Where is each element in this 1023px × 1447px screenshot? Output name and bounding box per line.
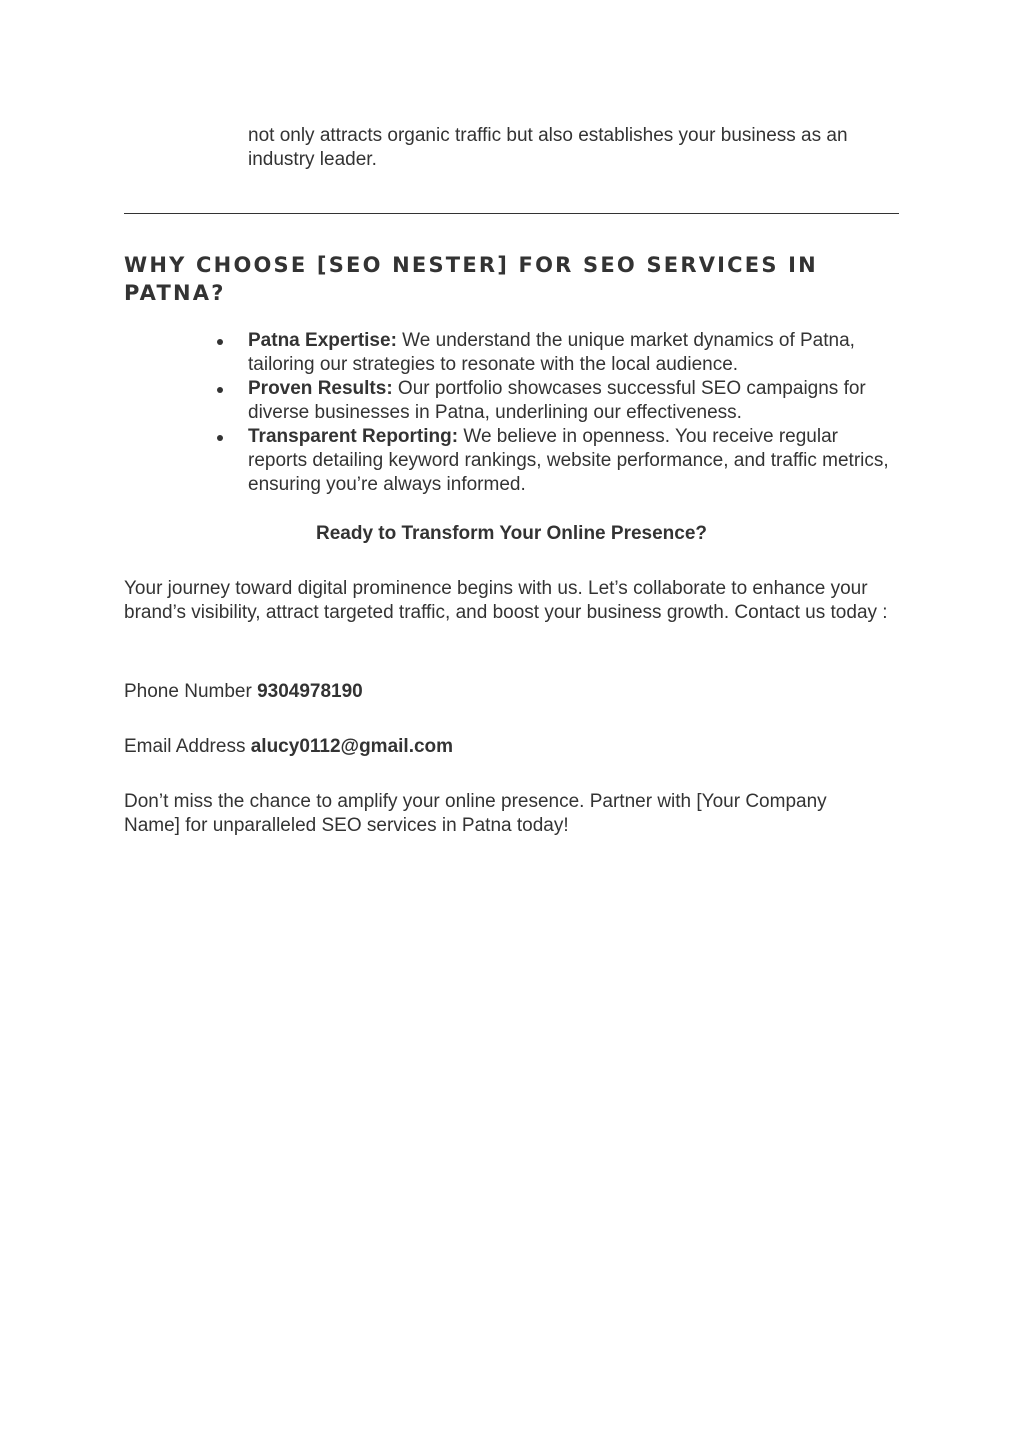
bullet-text: Our portfolio showcases successful SEO campaigns for diverse businesses in Patna, underlining our effectiveness. (248, 378, 866, 423)
list-item (248, 425, 898, 497)
section-heading: WHY CHOOSE [SEO NESTER] FOR SEO SERVICES IN PATNA? (124, 253, 818, 305)
journey-paragraph: Your journey toward digital prominence begins with us. Let’s collaborate to enhance your brand’s visibility, attract targeted traffic, and boost your business growth. Contact us today : (124, 578, 888, 623)
bullet-icon (217, 435, 223, 441)
bullet-label: Proven Results: (248, 378, 393, 399)
bullet-label: Transparent Reporting: (248, 426, 459, 447)
list-item (248, 329, 898, 377)
horizontal-divider (124, 213, 899, 214)
email-line (124, 735, 899, 759)
closing-paragraph: Don’t miss the chance to amplify your online presence. Partner with [Your Company Name] for unparalleled SEO services in Patna today! (124, 791, 827, 836)
benefits-list (248, 329, 898, 497)
bullet-icon (217, 387, 223, 393)
bullet-label: Patna Expertise: (248, 330, 397, 351)
cta-heading: Ready to Transform Your Online Presence? (315, 523, 708, 544)
phone-number: 9304978190 (257, 681, 363, 702)
continued-paragraph: not only attracts organic traffic but also establishes your business as an industry leader. (248, 125, 848, 170)
phone-line (124, 680, 899, 704)
bullet-text: We believe in openness. You receive regular reports detailing keyword rankings, website performance, and traffic metrics, ensuring you’re always informed. (248, 426, 889, 495)
phone-label: Phone Number (124, 681, 258, 702)
list-item (248, 377, 898, 425)
bullet-text: We understand the unique market dynamics of Patna, tailoring our strategies to resonate with the local audience. (248, 330, 855, 375)
bullet-icon (217, 339, 223, 345)
email-label: Email Address (124, 736, 251, 757)
email-address: alucy0112@gmail.com (250, 736, 454, 757)
